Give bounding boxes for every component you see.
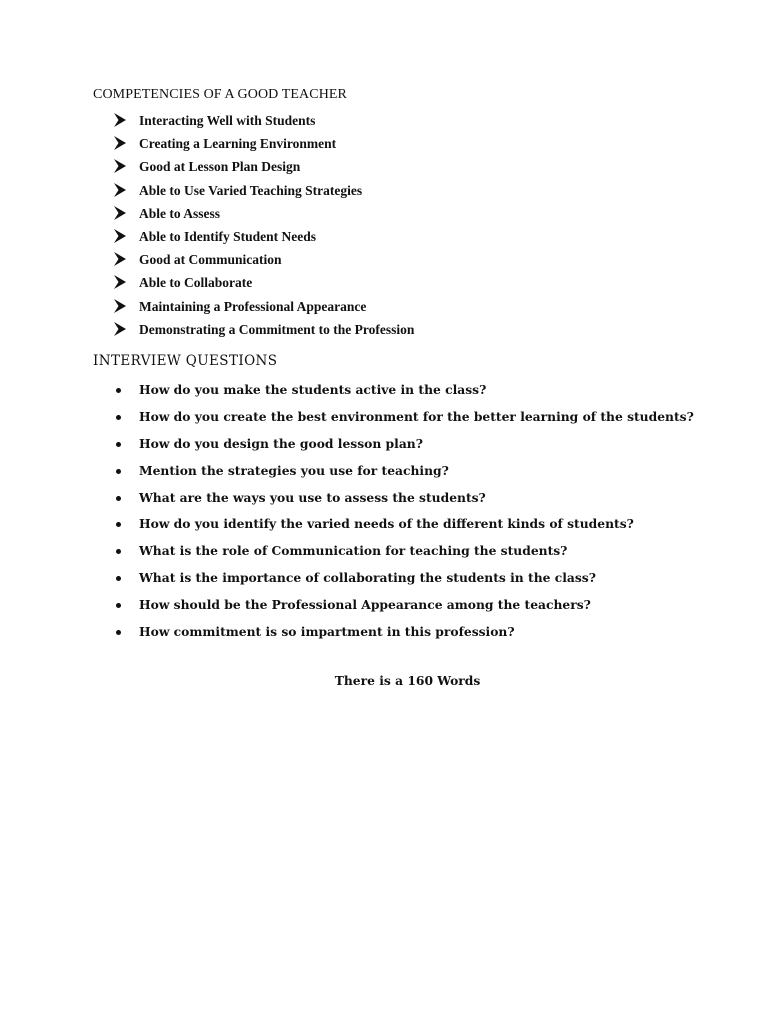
question-text: How commitment is so impartment in this profession? [139, 624, 515, 640]
word-count-note: There is a 160 Words [334, 673, 481, 688]
competency-text: Able to Use Varied Teaching Strategies [139, 182, 363, 198]
arrowhead-bullet-icon [114, 275, 126, 289]
interview-heading: INTERVIEW QUESTIONS [93, 353, 278, 369]
arrowhead-bullet-icon [114, 206, 126, 220]
question-text: How do you design the good lesson plan? [139, 435, 423, 451]
competency-text: Able to Collaborate [139, 275, 253, 291]
arrowhead-bullet-icon [114, 159, 126, 173]
competency-text: Demonstrating a Commitment to the Profession [139, 321, 415, 337]
competency-text: Maintaining a Professional Appearance [139, 298, 367, 314]
competencies-heading: COMPETENCIES OF A GOOD TEACHER [93, 87, 347, 102]
arrowhead-bullet-icon [114, 113, 126, 127]
question-text: What is the role of Communication for teaching the students? [139, 543, 568, 559]
question-text: How do you create the best environment for the better learning of the students? [139, 408, 694, 424]
arrowhead-bullet-icon [114, 183, 126, 197]
round-bullet-icon [116, 549, 121, 554]
round-bullet-icon [116, 469, 121, 474]
competency-text: Creating a Learning Environment [139, 136, 337, 152]
competency-text: Good at Communication [139, 252, 282, 268]
arrowhead-bullet-icon [114, 136, 126, 150]
competency-text: Able to Assess [139, 205, 221, 221]
arrowhead-bullet-icon [114, 299, 126, 313]
round-bullet-icon [116, 442, 121, 447]
arrowhead-bullet-icon [114, 252, 126, 266]
question-text: Mention the strategies you use for teaching? [139, 462, 449, 478]
competency-text: Able to Identify Student Needs [139, 228, 317, 244]
question-text: How should be the Professional Appearance among the teachers? [139, 597, 591, 613]
competency-text: Interacting Well with Students [139, 113, 316, 128]
round-bullet-icon [116, 415, 121, 420]
arrowhead-bullet-icon [114, 322, 126, 336]
round-bullet-icon [116, 496, 121, 501]
question-text: What is the importance of collaborating the students in the class? [139, 570, 596, 586]
competency-text: Good at Lesson Plan Design [139, 159, 301, 175]
round-bullet-icon [116, 388, 121, 393]
round-bullet-icon [116, 630, 121, 635]
question-text: How do you identify the varied needs of the different kinds of students? [139, 516, 634, 532]
round-bullet-icon [116, 576, 121, 581]
arrowhead-bullet-icon [114, 229, 126, 243]
round-bullet-icon [116, 522, 121, 527]
question-text: How do you make the students active in the class? [139, 382, 487, 397]
round-bullet-icon [116, 603, 121, 608]
question-text: What are the ways you use to assess the students? [139, 489, 486, 505]
